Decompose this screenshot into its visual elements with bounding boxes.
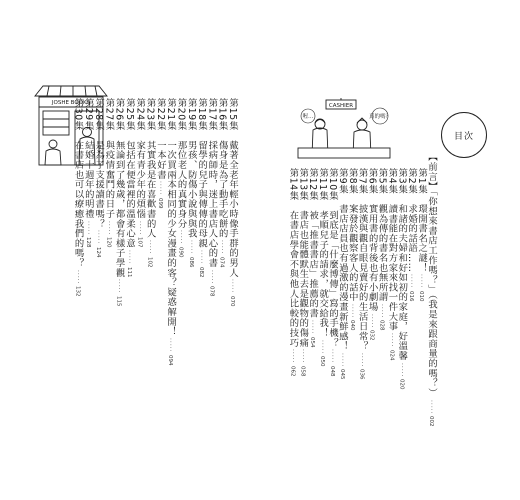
toc-page-number: 028 [378,320,385,331]
toc-page-number: 054 [309,336,316,348]
toc-entry-title: 第3集 和諸的夫婦和好如初的家庭，好溫馨 [396,168,408,361]
toc-entry-title: 第28集 是為了支援讀書嗎？ [93,98,105,229]
toc-entry [175,98,187,257]
toc-page-number: 010 [418,290,425,302]
toc-leader-dots: ····· [104,220,112,236]
toc-entry-title: 第12集 被「推書書店」推薦的書 [307,168,319,319]
toc-entry [205,98,217,297]
toc-entry-title: 第10集 到底是「什麼博傳」寫的手機？ [327,168,338,348]
toc-entry [286,168,298,376]
toc-entry-title: 第27集 與疫情奮鬥的日子 [103,98,115,219]
toc-entry-title: 【前言】「你想來書店工作嗎？」（我是來跟商量的嗎？） [426,152,437,398]
toc-page-number: 099 [156,197,163,209]
toc-leader-dots: ····· [84,220,92,236]
toc-page-number: 062 [289,365,296,377]
toc-page-number: 045 [338,369,345,380]
toc-leader-dots: ····· [328,349,336,364]
toc-entry-title: 第1集 環開書名之謎！ [416,168,428,273]
cashier-illustration [296,98,392,160]
toc-entry [72,98,84,297]
toc-leader-dots: ····· [427,399,435,415]
toc-leader-dots: ····· [358,352,366,368]
speech-man-text: 真的嗎？ [368,114,392,120]
toc-page-number: 107 [136,237,143,248]
toc-page-number: 094 [167,354,174,366]
toc-leader-dots: ····· [218,240,226,255]
toc-entry-title: 第15集 戴著全老年輕小時像手群的男人 [227,98,238,278]
toc-entry-title: 第26集 無論到了幾歲，都會有樣子學觀 [113,98,125,278]
toc-leader-dots: ····· [298,349,306,364]
counter [298,148,390,158]
toc-entry-title: 第24集 家有青少年的煩惱 [134,98,146,219]
toc-entry [216,98,228,267]
toc-page-number: 078 [208,286,215,297]
toc-leader-dots: ····· [94,230,102,245]
toc-page-number: 032 [368,330,375,341]
toc-leader-dots: ····· [166,338,174,353]
toc-leader-dots: ····· [308,320,316,335]
toc-page-number: 090 [177,246,184,258]
toc-entry [113,98,125,306]
toc-entry-title: 第16集 傷身是為了動手吃餅的 [216,98,228,239]
toc-entry-title: 第9集 書店店員也有過激的漫畫新鮮感！ [336,168,348,351]
toc-page-number: 132 [74,286,81,297]
toc-leader-dots: ····· [177,230,184,245]
store-sign-text: JOSHE BOOKS [51,100,91,106]
toc-entry-title: 第25集 包括在便當裡的溫柔心意 [124,98,135,249]
toc-page-number: 058 [299,365,306,377]
toc-leader-dots: ····· [318,339,326,355]
toc-entry-title: 第22集 一本好書 [154,98,166,180]
toc-leader-dots: ····· [228,279,236,294]
toc-page-number: 128 [84,237,91,248]
toc-page-number: 102 [146,256,153,268]
toc-page-number: 124 [95,246,102,258]
toc-leader-dots: ····· [125,250,133,265]
toc-title: 目次 [453,131,474,142]
toc-title-badge [441,112,487,158]
toc-leader-dots: ····· [338,352,346,368]
toc-leader-dots: ····· [348,303,356,319]
toc-page-number: 120 [105,237,112,248]
toc-leader-dots: ····· [407,274,415,289]
toc-page-number: 082 [198,266,205,278]
toc-entry [102,98,114,248]
toc-page-number: 048 [329,365,335,377]
woman-head [315,119,325,129]
toc-entry-title: 第13集 書店也能體默生去是觀物的傷痛 [297,168,309,348]
toc-leader-dots: ····· [207,269,215,285]
toc-entry-title: 第18集 留學的兒子與傳傳的母親 [196,98,208,249]
toc-leader-dots: ····· [135,220,143,236]
toc-page-number: 115 [115,295,122,307]
toc-page-number: 020 [398,379,405,390]
toc-entry-title: 第2集 求婚的話語…… [406,168,418,273]
toc-entry-title: 第7集 披漢與觀自眼見賣好的生活日常？ [356,168,368,351]
toc-leader-dots: ····· [387,333,395,348]
toc-page-number: 002 [428,416,434,427]
toc-leader-dots: ····· [368,313,376,329]
toc-page-number: 036 [358,369,365,380]
toc-leader-dots: ····· [417,274,425,289]
toc-leader-dots: ····· [378,303,385,319]
toc-leader-dots: ····· [74,269,81,285]
toc-page-number: 016 [408,290,415,302]
toc-page-number: 111 [126,266,132,278]
toc-entry-title: 第23集 其實我是在喜歡書的人 [144,98,156,239]
toc-entry-title: 第6集 實用書的背後也有小劇場 [366,168,378,312]
toc-entry-title: 第20集 那位老人的真實身分 [175,98,187,229]
toc-entry [144,98,156,267]
toc-page-number: 074 [218,256,225,268]
speech-woman-text: 喔… [302,114,314,120]
toc-entry-title: 第19集 男孩、防傷小說與與我 [185,98,197,239]
toc-page-number: 040 [348,320,355,331]
toc-entry [133,98,145,248]
toc-entry-title: 第11集 孝順兒子的請求，就交給我！ [317,168,329,338]
toc-leader-dots: ····· [115,279,123,294]
toc-entry-title: 第8集 案發於觀察客人的話中 [346,168,358,302]
toc-entry-title: 第14集 在書店學會不與他人比較的技巧 [287,168,299,348]
toc-leader-dots: ····· [187,240,195,255]
toc-leader-dots: ····· [197,250,205,265]
toc-leader-dots: ····· [156,181,164,196]
toc-entry-title: 第29集 結婚十週年的明禮 [82,98,94,219]
toc-page-number: 086 [187,256,194,268]
toc-entry-title: 第17集 採病師時，迷上書店人心的書 [206,98,218,268]
toc-page-number: 050 [319,356,326,367]
toc-page-number: 070 [229,295,235,307]
toc-entry-title: 第5集 觀為傳的書名也無所謂 [376,168,388,302]
toc-entry-title: 第21集 一次買兩本相同的少女漫畫的客？疑惑解開！ [165,98,177,337]
toc-entry-title: 第30集 在書店也可以療癒我們的嗎？ [72,98,84,268]
toc-entry-title: 第4集 讀書能在對方家來找一件大事 [386,168,398,332]
toc-leader-dots: ····· [288,349,296,364]
cashier-sign-text: CASHIER [328,103,354,109]
toc-leader-dots: ····· [146,240,154,255]
toc-leader-dots: ····· [397,362,405,378]
toc-page-number: 024 [388,349,395,361]
